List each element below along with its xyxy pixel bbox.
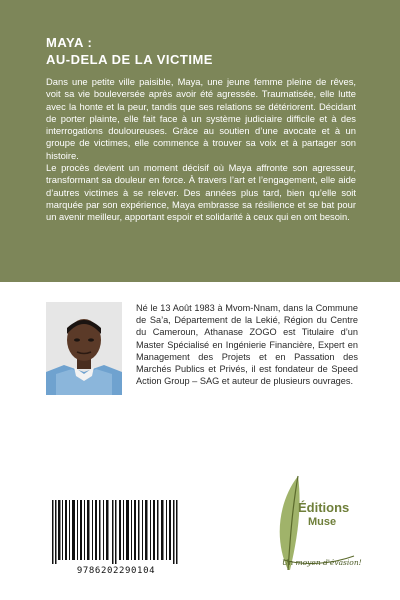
synopsis-panel <box>0 0 400 282</box>
barcode-icon <box>46 498 186 564</box>
synopsis-paragraph-2: Le procès devient un moment décisif où Maya affronte son agresseur, transformant sa douleur en force. À travers l’art et l’engagement, elle aide d’autres victimes à se relever. Des années plus tard, bien qu’elle soit marquée par son expérience, Maya embrasse sa résilience et se bat pour un avenir meilleur, apportant espoir et solidarité à ceux qui en ont besoin. <box>46 162 356 223</box>
isbn-number: 9786202290104 <box>76 566 156 576</box>
publisher-logo <box>268 470 360 580</box>
title-line-1: MAYA : <box>46 35 93 50</box>
author-panel <box>0 282 400 600</box>
publisher-name-2: Muse <box>308 516 337 528</box>
author-photo <box>46 302 122 395</box>
synopsis-text <box>46 76 356 224</box>
book-title <box>46 34 213 68</box>
author-bio: Né le 13 Août 1983 à Mvom-Nnam, dans la Commune de Sa’a, Département de la Lekié, Région du Centre du Cameroun, Athanase ZOGO est Titulaire d’un Master Spécialisé en Ingénierie Financière, Expert en Management des Projets et en Passation des Marchés Publics et Privés, il est fondateur de Speed Action Group – SAG et auteur de plusieurs ouvrages. <box>136 303 358 387</box>
isbn-barcode <box>46 498 186 578</box>
publisher-name-1: Éditions <box>298 500 350 515</box>
publisher-slogan: Un moyen d'évasion! <box>282 558 362 567</box>
title-line-2: AU-DELA DE LA VICTIME <box>46 52 213 67</box>
author-portrait-icon <box>46 302 122 395</box>
synopsis-paragraph-1: Dans une petite ville paisible, Maya, une jeune femme pleine de rêves, voit sa vie bouleversée après avoir été agressée. Traumatisée, elle lutte avec la honte et la peur, tandis que ses relations se détériorent. Décidant de porter plainte, elle fait face à un système judiciaire difficile et à des interrogations douloureuses. Grâce au soutien d’une avocate et à un groupe de victimes, elle commence à trouver sa voix et à partager son histoire. <box>46 76 356 161</box>
